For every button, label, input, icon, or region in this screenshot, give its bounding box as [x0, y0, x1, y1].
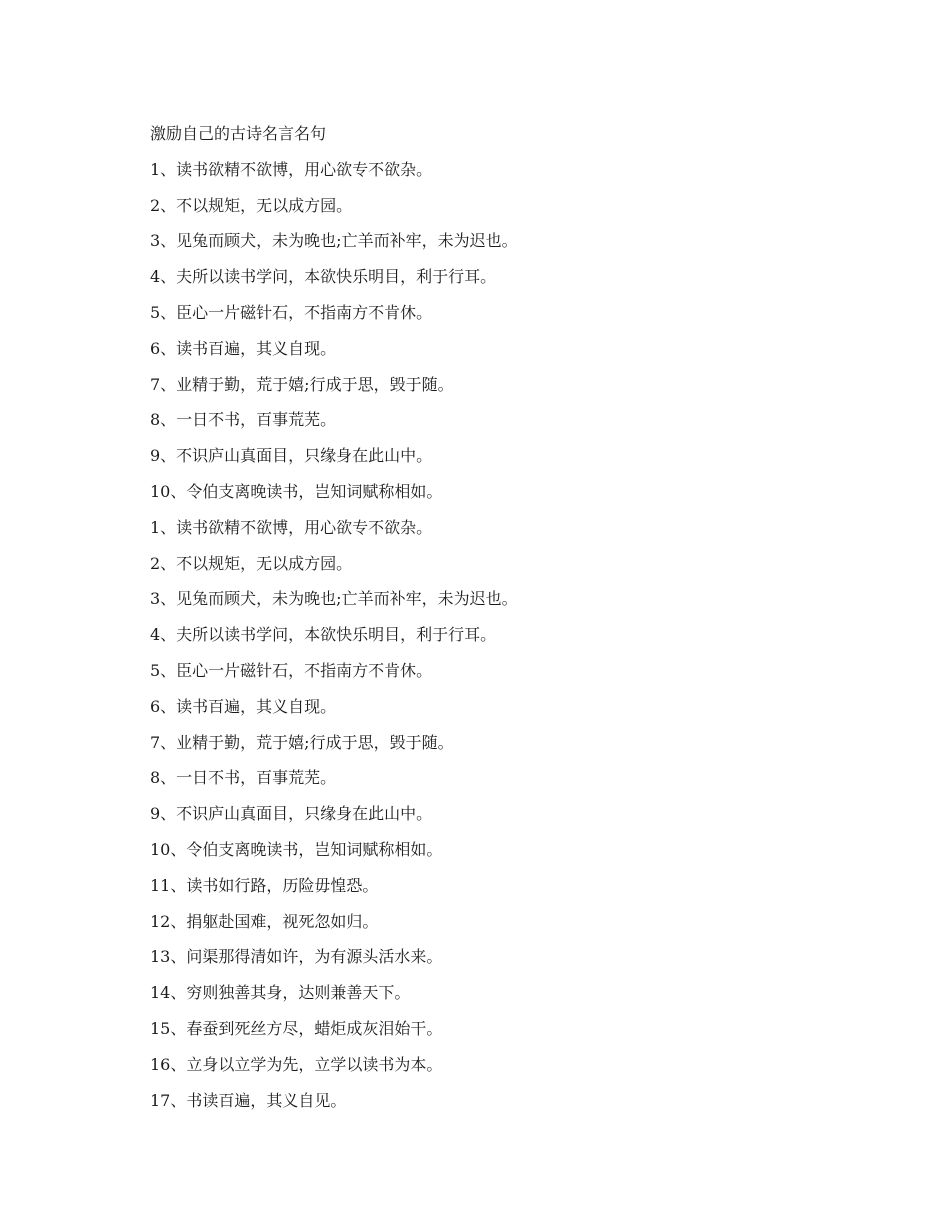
quote-line: 3、见兔而顾犬，未为晚也;亡羊而补牢，未为迟也。: [150, 589, 518, 609]
quote-line: 9、不识庐山真面目，只缘身在此山中。: [150, 804, 433, 824]
quote-line: 5、臣心一片磁针石，不指南方不肯休。: [150, 302, 433, 322]
quote-line: 4、夫所以读书学问，本欲快乐明目，利于行耳。: [150, 267, 497, 287]
quote-line: 7、业精于勤，荒于嬉;行成于思，毁于随。: [150, 374, 454, 394]
quote-line: 8、一日不书，百事荒芜。: [150, 410, 337, 430]
quote-line: 10、令伯支离晚读书，岂知词赋称相如。: [150, 481, 443, 501]
quote-line: 5、臣心一片磁针石，不指南方不肯休。: [150, 660, 433, 680]
quote-line: 9、不识庐山真面目，只缘身在此山中。: [150, 446, 433, 466]
quote-line: 14、穷则独善其身，达则兼善天下。: [150, 983, 411, 1003]
quote-line: 15、春蚕到死丝方尽，蜡炬成灰泪始干。: [150, 1018, 443, 1038]
quote-line: 13、问渠那得清如许，为有源头活水来。: [150, 947, 443, 967]
quote-line: 7、业精于勤，荒于嬉;行成于思，毁于随。: [150, 732, 454, 752]
quote-line: 12、捐躯赴国难，视死忽如归。: [150, 911, 379, 931]
quote-line: 8、一日不书，百事荒芜。: [150, 768, 337, 788]
quote-line: 6、读书百遍，其义自现。: [150, 338, 337, 358]
quote-line: 17、书读百遍，其义自见。: [150, 1090, 347, 1110]
document-page: [150, 124, 850, 1126]
quote-line: 2、不以规矩，无以成方园。: [150, 195, 353, 215]
quote-line: 1、读书欲精不欲博，用心欲专不欲杂。: [150, 159, 433, 179]
quote-list: [150, 160, 850, 1111]
document-title: 激励自己的古诗名言名句: [150, 124, 327, 143]
quote-line: 2、不以规矩，无以成方园。: [150, 553, 353, 573]
quote-line: 3、见兔而顾犬，未为晚也;亡羊而补牢，未为迟也。: [150, 231, 518, 251]
quote-line: 16、立身以立学为先，立学以读书为本。: [150, 1054, 443, 1074]
quote-line: 6、读书百遍，其义自现。: [150, 696, 337, 716]
quote-line: 1、读书欲精不欲博，用心欲专不欲杂。: [150, 517, 433, 537]
quote-line: 10、令伯支离晚读书，岂知词赋称相如。: [150, 839, 443, 859]
quote-line: 11、读书如行路，历险毋惶恐。: [150, 875, 379, 895]
quote-line: 4、夫所以读书学问，本欲快乐明目，利于行耳。: [150, 625, 497, 645]
